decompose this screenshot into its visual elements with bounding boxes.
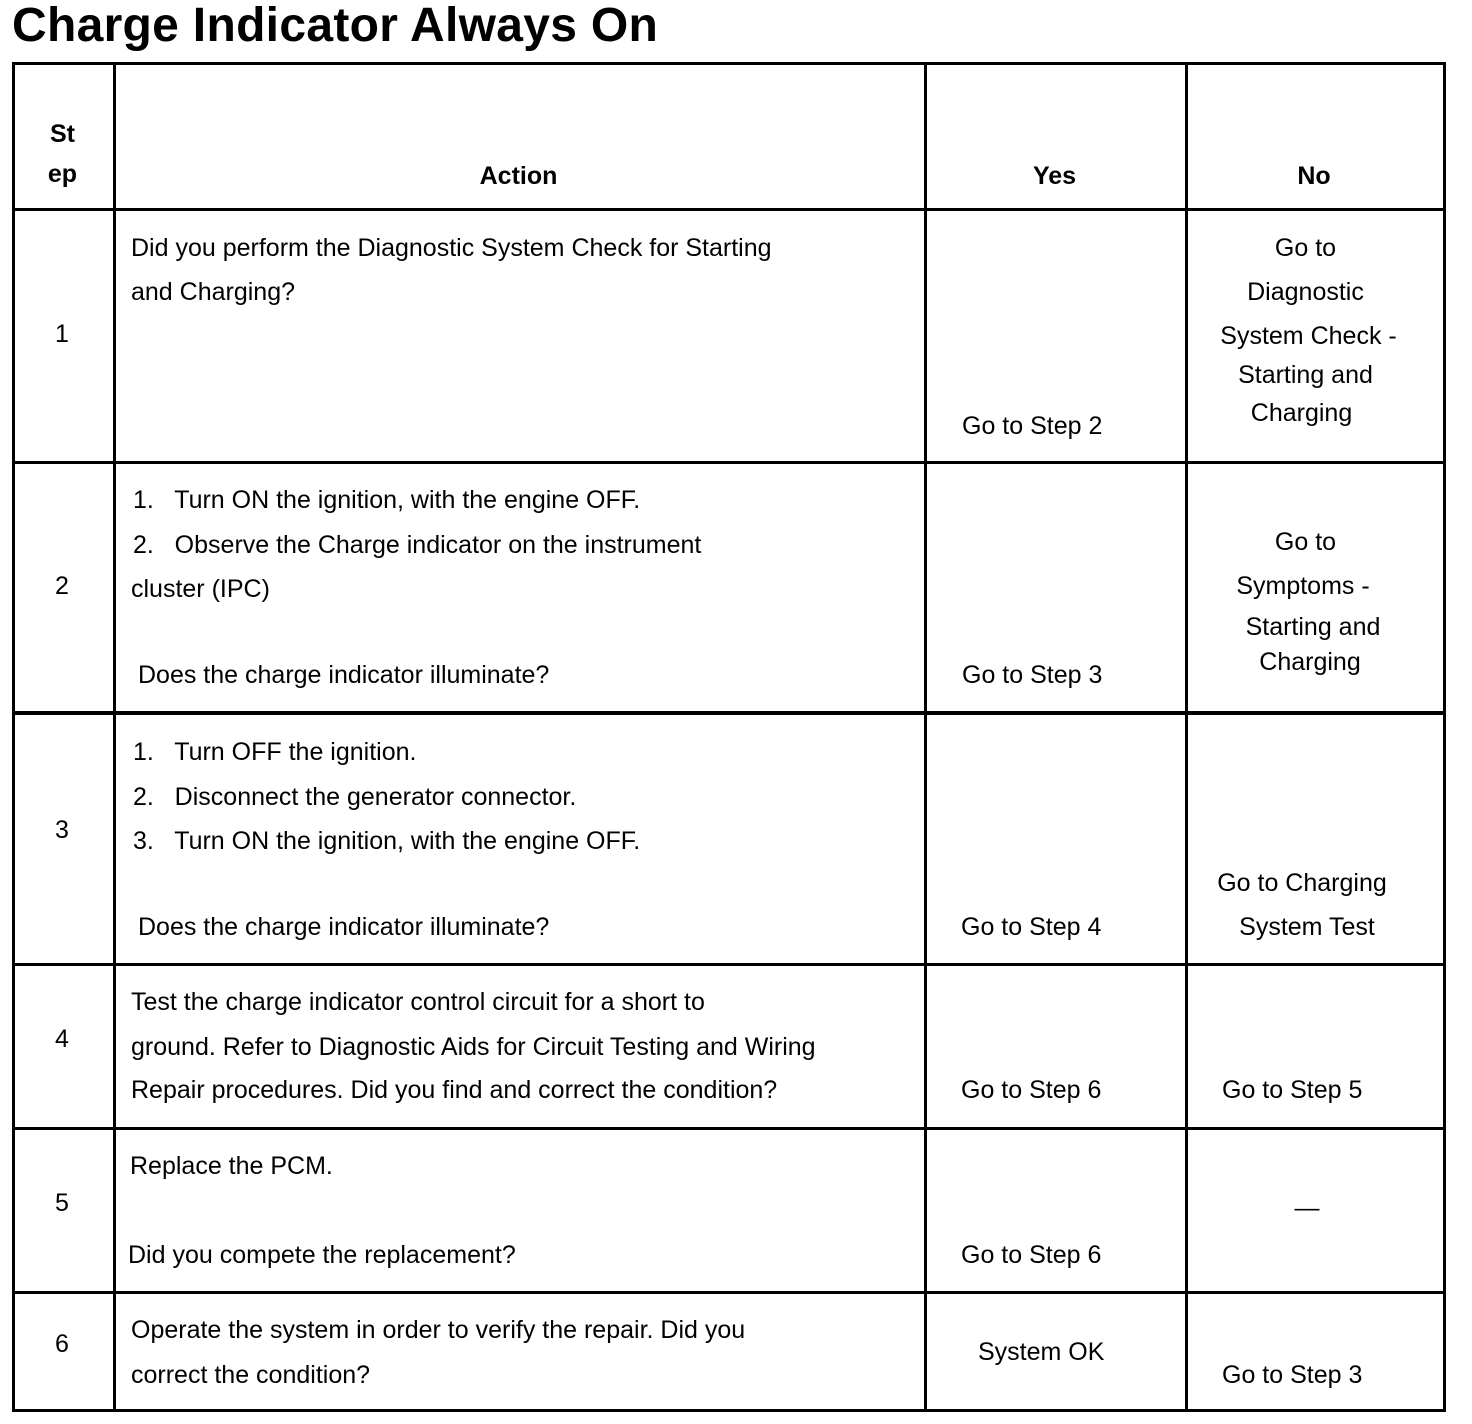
action-text: Did you perform the Diagnostic System Check for Starting xyxy=(131,234,772,262)
no-result: Charging xyxy=(1250,399,1353,427)
no-result: Go to Charging xyxy=(1217,869,1387,897)
action-text: Operate the system in order to verify the repair. Did you xyxy=(131,1316,746,1344)
step-number: 6 xyxy=(55,1330,69,1358)
row-divider xyxy=(12,711,1446,715)
action-text: Replace the PCM. xyxy=(130,1152,333,1180)
page-title: Charge Indicator Always On xyxy=(12,0,659,52)
no-result: Starting and xyxy=(1238,361,1373,389)
action-question: Does the charge indicator illuminate? xyxy=(138,913,550,941)
no-result: Diagnostic xyxy=(1247,278,1364,306)
table-border-right xyxy=(1443,62,1446,1412)
column-divider-step xyxy=(113,62,116,1412)
header-no: No xyxy=(1297,162,1331,190)
action-text: and Charging? xyxy=(131,278,296,306)
no-result: Starting and xyxy=(1245,613,1381,641)
header-action: Action xyxy=(479,162,558,190)
no-result: System Test xyxy=(1239,913,1375,941)
yes-result: Go to Step 6 xyxy=(961,1076,1102,1104)
no-result: Go to Step 3 xyxy=(1222,1361,1363,1389)
no-result: Charging xyxy=(1259,648,1361,676)
header-yes: Yes xyxy=(1032,162,1077,190)
no-result: Go to Step 5 xyxy=(1222,1076,1363,1104)
table-border-bottom xyxy=(12,1409,1446,1412)
row-divider xyxy=(12,208,1446,211)
action-question: Does the charge indicator illuminate? xyxy=(138,661,550,689)
yes-result: Go to Step 2 xyxy=(962,412,1103,440)
action-text: 1. Turn OFF the ignition. xyxy=(133,738,417,766)
row-divider xyxy=(12,461,1446,464)
yes-result: Go to Step 3 xyxy=(962,661,1103,689)
diagnostic-table xyxy=(12,62,1446,1412)
row-divider xyxy=(12,1291,1446,1294)
header-step: St ep xyxy=(47,120,78,188)
action-question: Did you compete the replacement? xyxy=(128,1241,516,1269)
step-number: 2 xyxy=(55,572,69,600)
table-border-top xyxy=(12,62,1446,65)
action-text: Test the charge indicator control circuit for a short to xyxy=(131,988,705,1016)
action-text: correct the condition? xyxy=(131,1361,371,1389)
no-result: — xyxy=(1294,1194,1320,1222)
no-result: Go to xyxy=(1274,528,1337,556)
action-text: 2. Observe the Charge indicator on the instrument xyxy=(133,531,702,559)
action-text: Repair procedures. Did you find and correct the condition? xyxy=(131,1076,778,1104)
yes-result: Go to Step 6 xyxy=(961,1241,1102,1269)
action-text: ground. Refer to Diagnostic Aids for Circuit Testing and Wiring xyxy=(131,1033,816,1061)
no-result: Go to xyxy=(1274,234,1337,262)
no-result: Symptoms - xyxy=(1236,572,1370,600)
action-text: cluster (IPC) xyxy=(131,575,270,603)
action-text: 2. Disconnect the generator connector. xyxy=(133,783,577,811)
row-divider xyxy=(12,963,1446,966)
step-number: 4 xyxy=(55,1025,69,1053)
yes-result: System OK xyxy=(978,1338,1105,1366)
row-divider xyxy=(12,1127,1446,1130)
step-number: 3 xyxy=(55,816,69,844)
action-text: 3. Turn ON the ignition, with the engine OFF. xyxy=(133,827,641,855)
step-number: 5 xyxy=(55,1189,69,1217)
yes-result: Go to Step 4 xyxy=(961,913,1102,941)
action-text: 1. Turn ON the ignition, with the engine OFF. xyxy=(133,486,641,514)
column-divider-action xyxy=(924,62,927,1412)
step-number: 1 xyxy=(55,320,69,348)
no-result: System Check - xyxy=(1220,322,1397,350)
